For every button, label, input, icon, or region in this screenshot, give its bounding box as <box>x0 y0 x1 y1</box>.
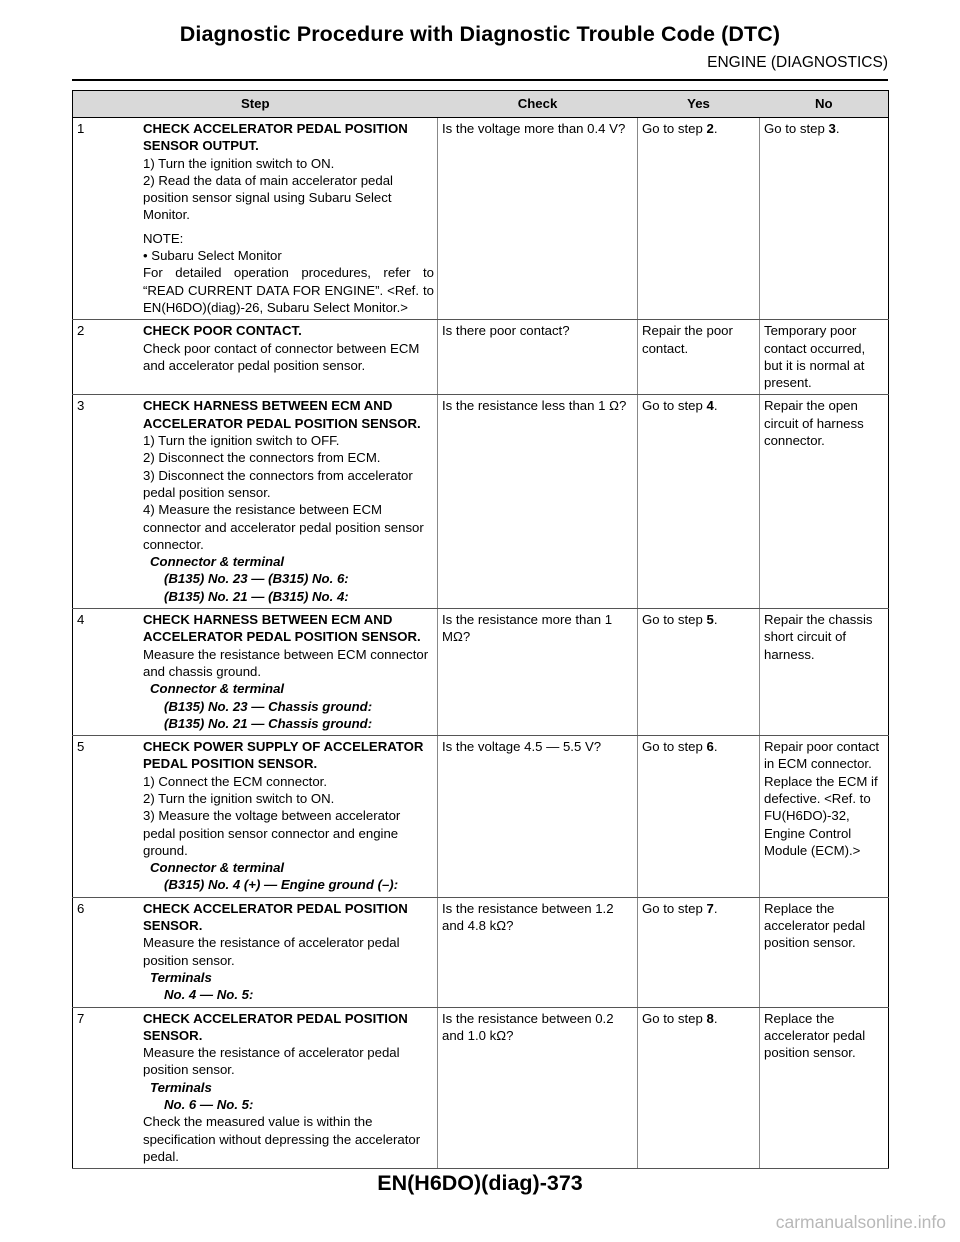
spec-item: (B135) No. 21 — (B315) No. 4: <box>164 588 349 604</box>
step-heading: CHECK ACCELERATOR PEDAL POSITION SENSOR. <box>143 900 408 934</box>
step-heading: CHECK HARNESS BETWEEN ECM AND ACCELERATOR PEDAL POSITION SENSOR. <box>143 612 421 645</box>
header-divider <box>72 79 888 81</box>
note-text: For detailed operation procedures, refer to “READ CURRENT DATA FOR ENGINE”. <Ref. to EN(H6DO)(diag)-26, Subaru Select Monitor.> <box>143 265 434 315</box>
watermark: carmanualsonline.info <box>775 1212 946 1232</box>
step-instruction: Check poor contact of connector between ECM and accelerator pedal position sensor. <box>143 340 420 373</box>
yes-text: . <box>713 900 718 916</box>
yes-text: Go to step <box>642 739 707 755</box>
step-instruction: Measure the resistance of accelerator pedal position sensor. <box>143 935 400 968</box>
spec-label: Connector & terminal <box>150 681 285 697</box>
section-label: ENGINE (DIAGNOSTICS) <box>707 54 888 71</box>
check-cell: Is the voltage 4.5 — 5.5 V? <box>438 736 638 898</box>
step-cell <box>73 736 438 898</box>
page-id: EN(H6DO)(diag)-373 <box>377 1171 583 1195</box>
yes-cell <box>638 118 760 320</box>
no-cell: Replace the accelerator pedal position sensor. <box>760 897 889 1007</box>
step-instruction: 4) Measure the resistance between ECM connector and accelerator pedal position sensor connector. <box>143 502 424 552</box>
step-link[interactable]: 6 <box>706 739 714 755</box>
yes-text: Go to step <box>642 121 707 136</box>
step-link[interactable]: 3 <box>828 121 836 136</box>
step-number: 4 <box>77 612 85 628</box>
column-header-check: Check <box>438 91 638 118</box>
table-row <box>73 609 889 736</box>
table-row <box>73 897 889 1007</box>
note-bullet: • Subaru Select Monitor <box>143 248 282 264</box>
step-cell <box>73 897 438 1007</box>
step-instruction: 1) Connect the ECM connector. <box>143 773 327 789</box>
step-number: 5 <box>77 739 85 755</box>
step-number: 3 <box>77 398 85 414</box>
step-heading: CHECK HARNESS BETWEEN ECM AND ACCELERATOR PEDAL POSITION SENSOR. <box>143 398 421 431</box>
step-number: 7 <box>77 1010 85 1026</box>
spec-item: (B135) No. 21 — Chassis ground: <box>164 715 373 731</box>
column-header-step: Step <box>73 91 438 118</box>
table-header-row <box>73 91 889 118</box>
no-cell: Repair the open circuit of harness connector. <box>760 395 889 609</box>
step-heading: CHECK POOR CONTACT. <box>143 323 302 339</box>
table-row <box>73 395 889 609</box>
step-instruction: 3) Disconnect the connectors from accelerator pedal position sensor. <box>143 467 413 500</box>
spec-item: (B135) No. 23 — Chassis ground: <box>164 698 373 714</box>
check-cell: Is the resistance less than 1 Ω? <box>438 395 638 609</box>
step-link[interactable]: 4 <box>706 398 714 414</box>
step-instruction: 1) Turn the ignition switch to OFF. <box>143 433 340 449</box>
spec-item: (B135) No. 23 — (B315) No. 6: <box>164 571 349 587</box>
step-number: 6 <box>77 900 85 916</box>
spec-label: Connector & terminal <box>150 554 285 570</box>
page-title: Diagnostic Procedure with Diagnostic Trouble Code (DTC) <box>179 22 781 46</box>
step-link[interactable]: 2 <box>706 121 714 136</box>
table-row <box>73 118 889 320</box>
yes-text: . <box>713 1010 718 1026</box>
yes-text: . <box>713 398 718 414</box>
table-row <box>73 320 889 395</box>
step-number: 2 <box>77 323 85 339</box>
spec-label: Terminals <box>150 969 212 985</box>
no-cell <box>760 118 889 320</box>
step-link[interactable]: 5 <box>706 612 714 628</box>
step-cell <box>73 118 438 320</box>
spec-item: No. 6 — No. 5: <box>164 1097 254 1113</box>
step-heading: CHECK ACCELERATOR PEDAL POSITION SENSOR. <box>143 1010 408 1043</box>
step-instruction: 2) Disconnect the connectors from ECM. <box>143 450 381 466</box>
yes-cell <box>638 395 760 609</box>
yes-text: Go to step <box>642 612 707 628</box>
yes-cell <box>638 897 760 1007</box>
diagnostic-table <box>72 90 889 1169</box>
check-cell: Is the voltage more than 0.4 V? <box>438 118 638 320</box>
yes-cell <box>638 1007 760 1169</box>
check-cell: Is the resistance between 1.2 and 4.8 kΩ? <box>438 897 638 1007</box>
no-cell: Repair poor contact in ECM connector. Replace the ECM if defective. <Ref. to FU(H6DO)-32, Engine Control Module (ECM).> <box>760 736 889 898</box>
note-label: NOTE: <box>143 230 184 246</box>
yes-text: Go to step <box>642 900 707 916</box>
check-cell: Is the resistance between 0.2 and 1.0 kΩ? <box>438 1007 638 1169</box>
yes-text: . <box>713 739 718 755</box>
step-cell <box>73 1007 438 1169</box>
spec-item: No. 4 — No. 5: <box>164 987 254 1003</box>
step-cell <box>73 320 438 395</box>
check-cell: Is there poor contact? <box>438 320 638 395</box>
step-instruction: Check the measured value is within the specification without depressing the accelerator pedal. <box>143 1114 421 1164</box>
spec-item: (B315) No. 4 (+) — Engine ground (–): <box>164 877 399 893</box>
step-link[interactable]: 8 <box>706 1010 714 1026</box>
step-heading: CHECK ACCELERATOR PEDAL POSITION SENSOR OUTPUT. <box>143 121 408 154</box>
no-text: Go to step <box>764 121 829 136</box>
column-header-yes: Yes <box>638 91 760 118</box>
no-cell: Temporary poor contact occurred, but it is normal at present. <box>760 320 889 395</box>
yes-text: Go to step <box>642 398 707 414</box>
spec-label: Terminals <box>150 1079 212 1095</box>
step-instruction: 2) Turn the ignition switch to ON. <box>143 790 335 806</box>
step-instruction: 2) Read the data of main accelerator pedal position sensor signal using Subaru Select Monitor. <box>143 172 393 223</box>
yes-cell <box>638 609 760 736</box>
column-header-no: No <box>760 91 889 118</box>
step-heading: CHECK POWER SUPPLY OF ACCELERATOR PEDAL POSITION SENSOR. <box>143 739 424 772</box>
step-cell <box>73 395 438 609</box>
step-instruction: Measure the resistance between ECM connector and chassis ground. <box>143 646 429 679</box>
check-cell: Is the resistance more than 1 MΩ? <box>438 609 638 736</box>
step-link[interactable]: 7 <box>706 900 714 916</box>
yes-text: Go to step <box>642 1010 707 1026</box>
yes-cell <box>638 736 760 898</box>
yes-cell: Repair the poor contact. <box>638 320 760 395</box>
no-cell: Replace the accelerator pedal position sensor. <box>760 1007 889 1169</box>
step-instruction: Measure the resistance of accelerator pedal position sensor. <box>143 1045 400 1078</box>
yes-text: . <box>713 612 718 628</box>
step-cell <box>73 609 438 736</box>
yes-text: . <box>713 121 718 136</box>
table-row <box>73 1007 889 1169</box>
step-instruction: 3) Measure the voltage between accelerator pedal position sensor connector and engine ground. <box>143 808 401 858</box>
step-instruction: 1) Turn the ignition switch to ON. <box>143 155 335 171</box>
no-cell: Repair the chassis short circuit of harness. <box>760 609 889 736</box>
spec-label: Connector & terminal <box>150 860 285 876</box>
table-row <box>73 736 889 898</box>
step-number: 1 <box>77 121 85 136</box>
no-text: . <box>835 121 840 136</box>
